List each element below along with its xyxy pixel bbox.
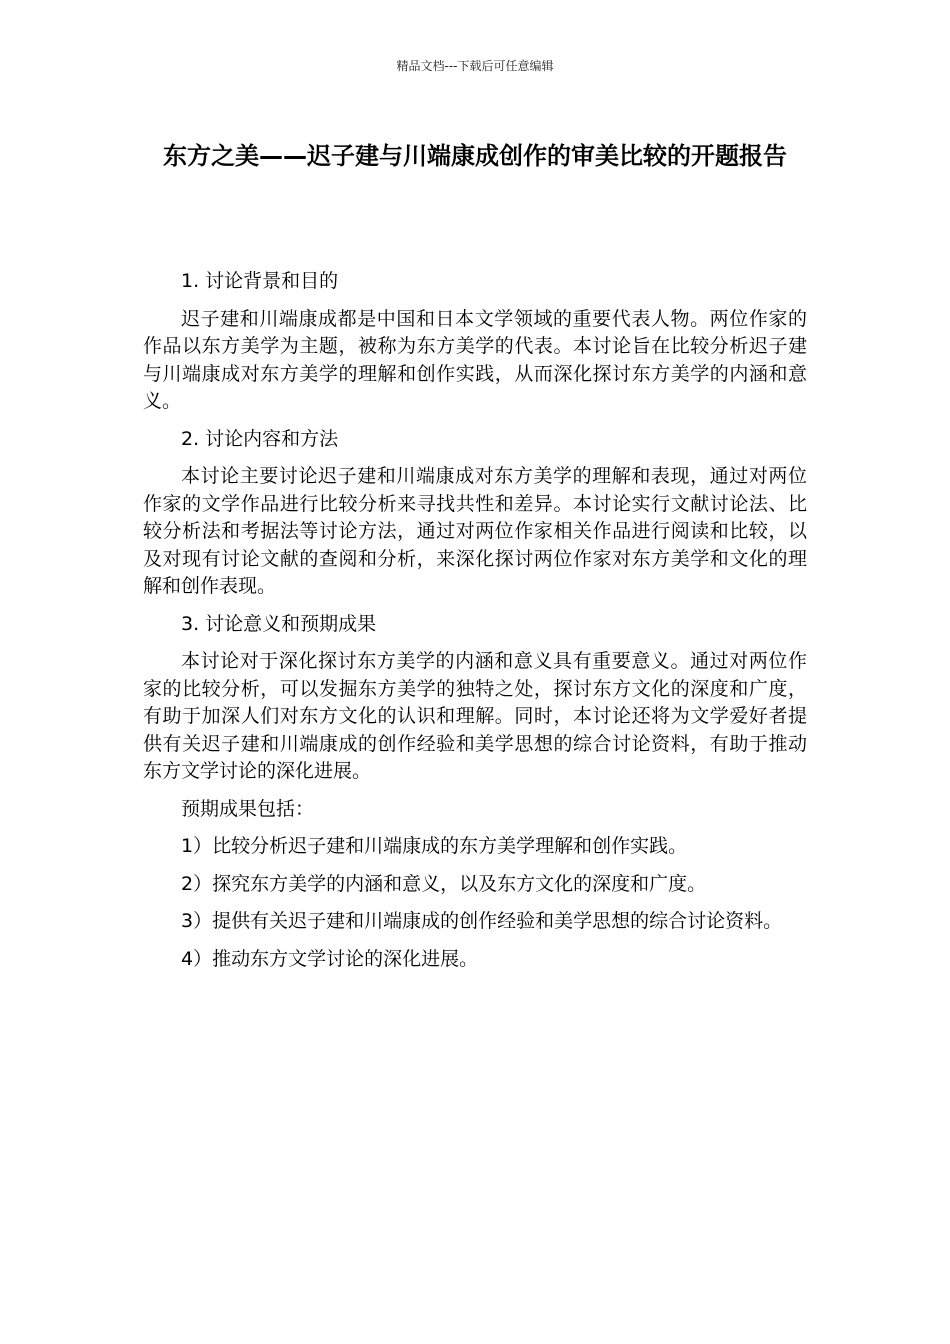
section-heading-2: 2. 讨论内容和方法 bbox=[181, 427, 339, 450]
outcome-item: 1）比较分析迟子建和川端康成的东方美学理解和创作实践。 bbox=[181, 835, 688, 857]
outcomes-intro: 预期成果包括： bbox=[181, 797, 315, 820]
section-paragraph-3: 本讨论对于深化探讨东方美学的内涵和意义具有重要意义。通过对两位作家的比较分析，可以发掘东方美学的独特之处，探讨东方文化的深度和广度，有助于加深人们对东方文化的认识和理解。同时，本讨论还将为文学爱好者提供有关迟子建和川端康成的创作经验和美学思想的综合讨论资料，有助于推动东方文学讨论的深化进展。 bbox=[143, 650, 807, 782]
document-title: 东方之美——迟子建与川端康成创作的审美比较的开题报告 bbox=[163, 142, 787, 170]
section-heading-1: 1. 讨论背景和目的 bbox=[181, 270, 339, 292]
outcome-item: 3）提供有关迟子建和川端康成的创作经验和美学思想的综合讨论资料。 bbox=[181, 910, 783, 932]
page-header: 精品文档---下载后可任意编辑 bbox=[396, 59, 554, 73]
outcome-item: 4）推动东方文学讨论的深化进展。 bbox=[181, 947, 479, 970]
section-paragraph-1: 迟子建和川端康成都是中国和日本文学领域的重要代表人物。两位作家的作品以东方美学为主题，被称为东方美学的代表。本讨论旨在比较分析迟子建与川端康成对东方美学的理解和创作实践，从而深化探讨东方美学的内涵和意义。 bbox=[143, 307, 807, 412]
section-heading-3: 3. 讨论意义和预期成果 bbox=[181, 612, 377, 635]
outcome-item: 2）探究东方美学的内涵和意义，以及东方文化的深度和广度。 bbox=[181, 872, 707, 895]
section-paragraph-2: 本讨论主要讨论迟子建和川端康成对东方美学的理解和表现，通过对两位作家的文学作品进行比较分析来寻找共性和差异。本讨论实行文献讨论法、比较分析法和考据法等讨论方法，通过对两位作家相关作品进行阅读和比较，以及对现有讨论文献的查阅和分析，来深化探讨两位作家对东方美学和文化的理解和创作表现。 bbox=[143, 465, 807, 597]
document-body bbox=[143, 268, 807, 983]
